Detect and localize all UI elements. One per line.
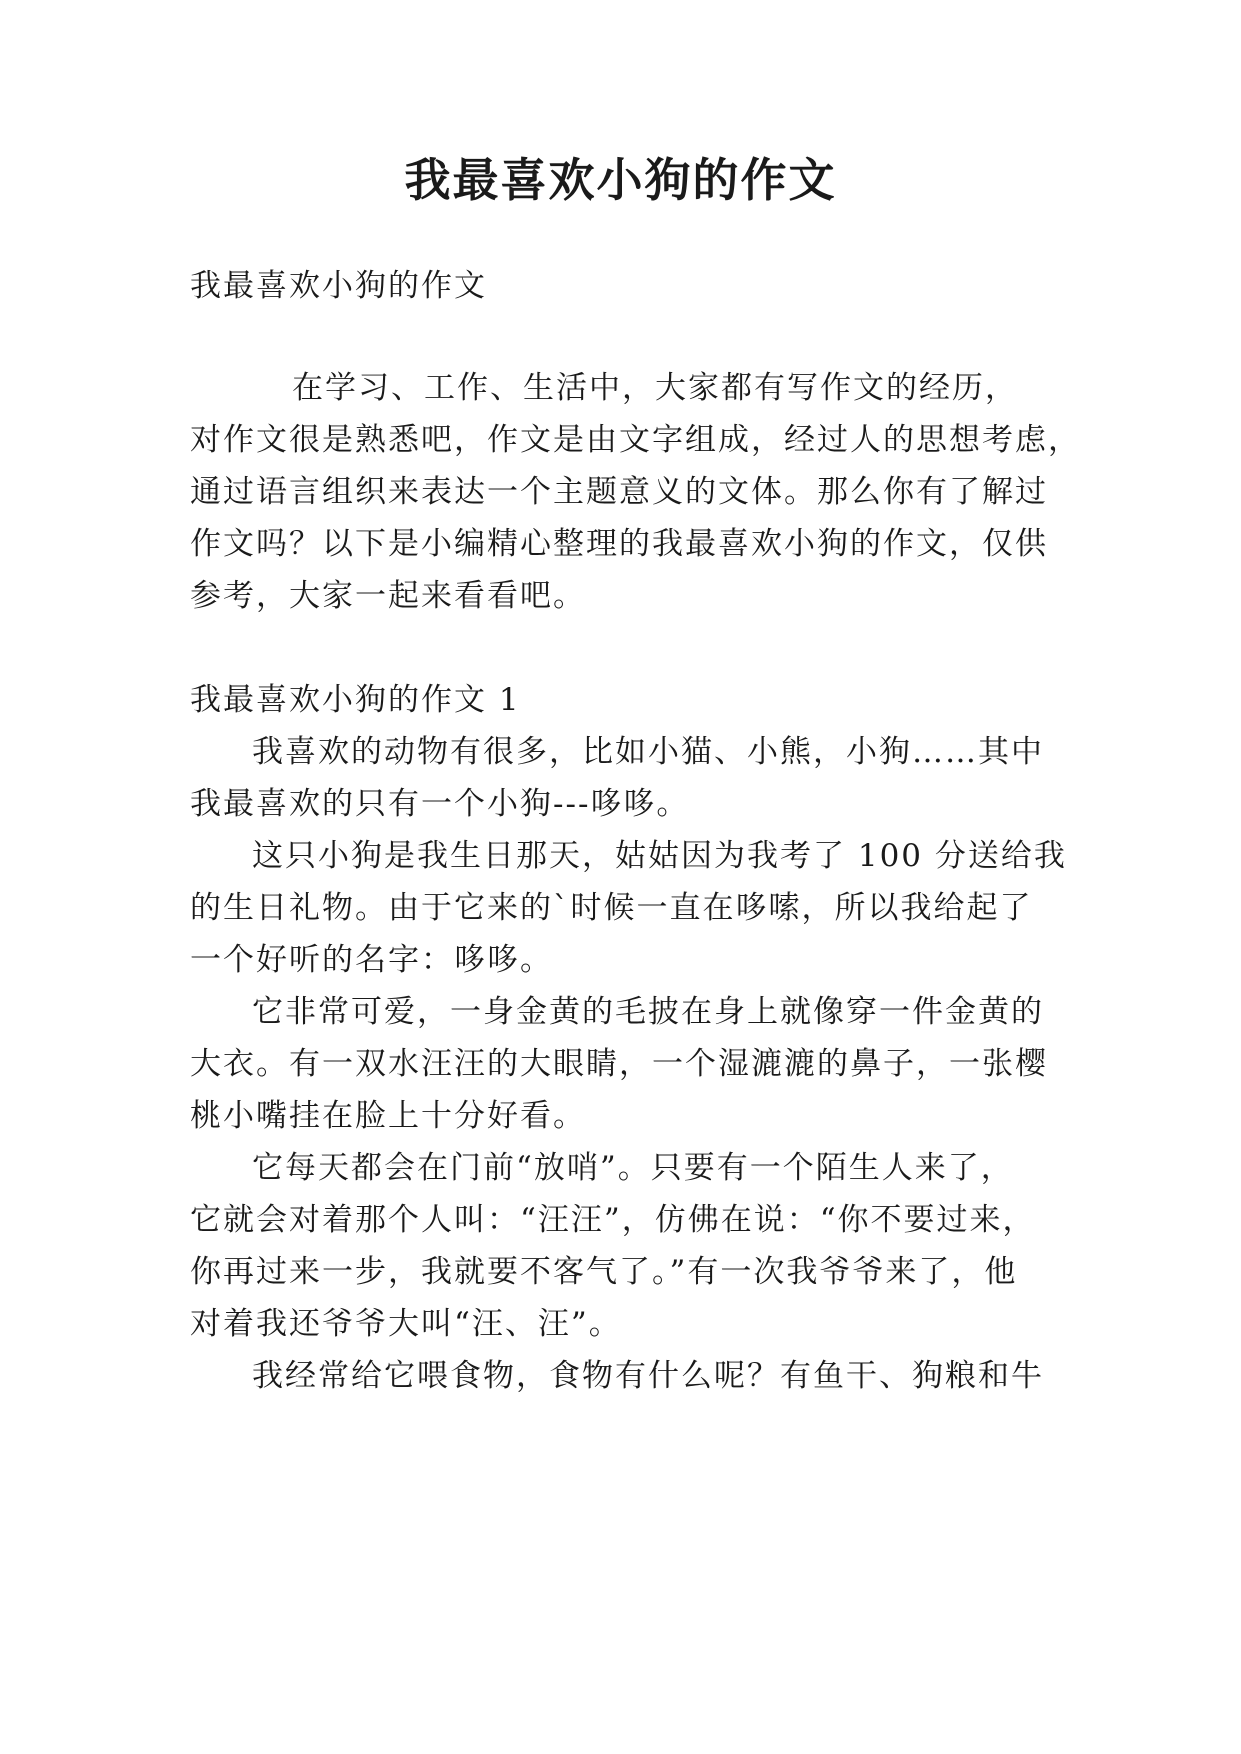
document-subtitle: 我最喜欢小狗的作文: [190, 268, 487, 304]
body-line: 它每天都会在门前“放哨”。只要有一个陌生人来了，: [252, 1150, 1014, 1186]
intro-line: 通过语言组织来表达一个主题意义的文体。那么你有了解过: [190, 474, 1048, 510]
document-title: 我最喜欢小狗的作文: [404, 153, 837, 207]
body-line: 它就会对着那个人叫：“汪汪”，仿佛在说：“你不要过来，: [190, 1202, 1036, 1238]
intro-line: 在学习、工作、生活中，大家都有写作文的经历，: [292, 370, 1018, 406]
body-line: 我喜欢的动物有很多，比如小猫、小熊，小狗……其中: [252, 734, 1044, 770]
intro-line: 参考，大家一起来看看吧。: [190, 578, 586, 614]
body-line: 一个好听的名字：哆哆。: [190, 942, 553, 978]
body-line: 你再过来一步，我就要不客气了。”有一次我爷爷来了，他: [190, 1254, 1018, 1290]
section-heading: 我最喜欢小狗的作文 1: [190, 682, 521, 718]
body-line: 我最喜欢的只有一个小狗---哆哆。: [190, 786, 690, 822]
body-line: 大衣。有一双水汪汪的大眼睛，一个湿漉漉的鼻子，一张樱: [190, 1046, 1048, 1082]
body-line: 桃小嘴挂在脸上十分好看。: [190, 1098, 586, 1134]
intro-line: 作文吗？以下是小编精心整理的我最喜欢小狗的作文，仅供: [190, 526, 1048, 562]
body-line: 对着我还爷爷大叫“汪、汪”。: [190, 1306, 622, 1342]
body-line: 它非常可爱，一身金黄的毛披在身上就像穿一件金黄的: [252, 994, 1044, 1030]
body-line: 这只小狗是我生日那天，姑姑因为我考了 100 分送给我: [252, 838, 1067, 874]
body-line: 的生日礼物。由于它来的`时候一直在哆嗦，所以我给起了: [190, 890, 1033, 926]
body-line: 我经常给它喂食物，食物有什么呢？有鱼干、狗粮和牛: [252, 1358, 1044, 1394]
intro-line: 对作文很是熟悉吧，作文是由文字组成，经过人的思想考虑，: [190, 422, 1081, 458]
